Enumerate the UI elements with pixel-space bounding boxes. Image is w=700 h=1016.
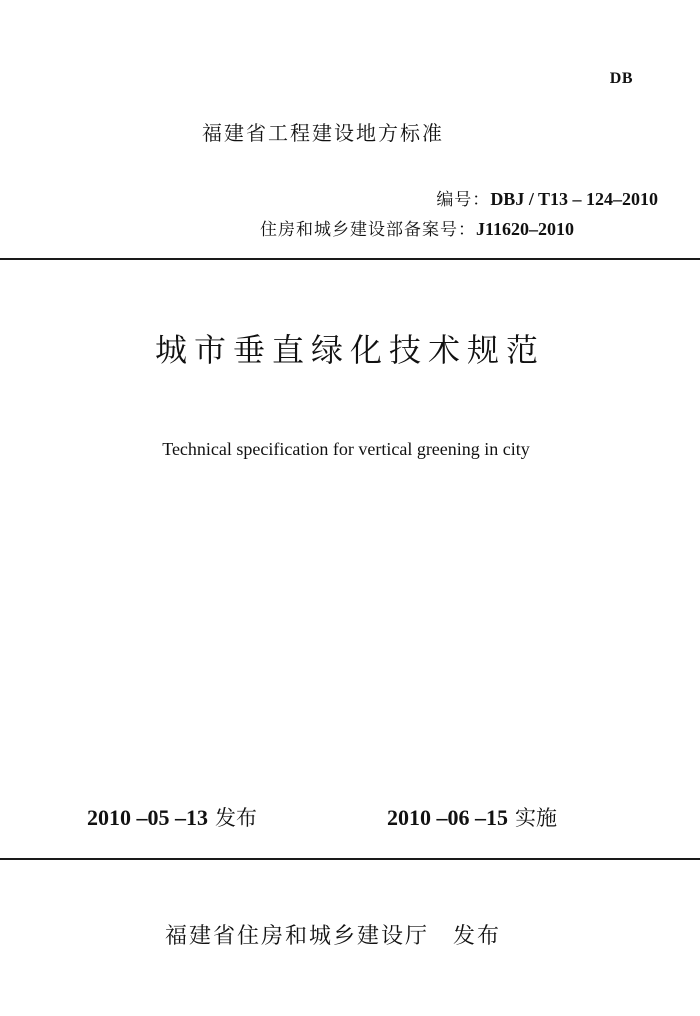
document-title-chinese: 城市垂直绿化技术规范 <box>154 331 545 369</box>
issuer-line <box>165 919 501 950</box>
db-mark: DB <box>609 70 633 87</box>
implement-date-line <box>387 802 557 832</box>
implement-label: 实施 <box>515 806 557 830</box>
issue-date: 2010 –05 –13 <box>87 805 208 830</box>
implement-date: 2010 –06 –15 <box>387 805 508 830</box>
issuer-name: 福建省住房和城乡建设厅 <box>165 924 430 949</box>
top-divider <box>0 258 700 260</box>
record-number-label: 住房和城乡建设部备案号： <box>259 220 476 240</box>
issue-label: 发布 <box>215 806 257 830</box>
standard-type-heading: 福建省工程建设地方标准 <box>202 121 444 145</box>
bottom-divider <box>0 858 700 860</box>
issue-date-line <box>87 802 257 832</box>
record-number-line <box>260 215 574 240</box>
record-number-value: J11620–2010 <box>475 219 574 239</box>
standard-number-label: 编号： <box>436 190 491 210</box>
document-title-english: Technical specification for vertical greening in city <box>162 439 530 459</box>
issuer-action: 发布 <box>453 924 502 949</box>
standard-number-value: DBJ / T13 – 124–2010 <box>490 189 658 209</box>
standard-number-line <box>436 185 658 210</box>
